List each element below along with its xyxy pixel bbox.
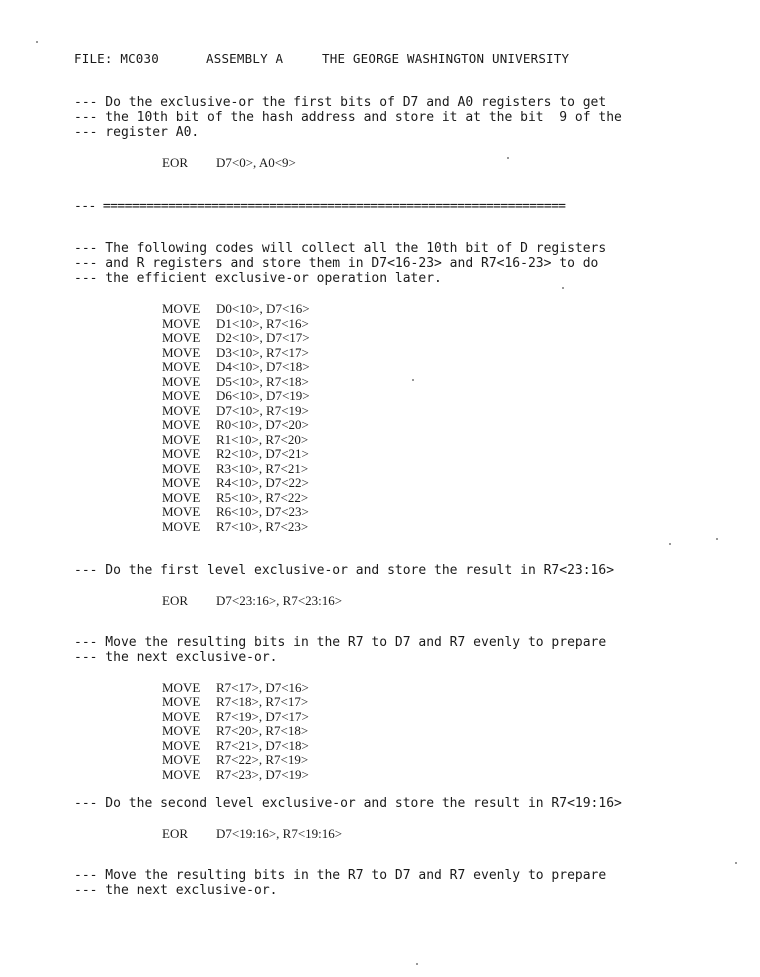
scan-speck	[412, 379, 414, 381]
opcode: MOVE	[162, 680, 201, 695]
opcode: MOVE	[162, 301, 201, 316]
scan-speck	[735, 862, 737, 864]
code-line	[162, 694, 308, 709]
operands: R7<20>, R7<18>	[216, 723, 309, 738]
code-line	[162, 301, 310, 316]
comment-line: --- The following codes will collect all the 10th bit of D registers	[74, 241, 607, 256]
section-label: ASSEMBLY A	[206, 51, 284, 66]
comment-line: --- and R registers and store them in D7<16-23> and R7<16-23> to do	[74, 256, 599, 271]
code-line	[162, 345, 309, 360]
operands: D7<0>, A0<9>	[216, 155, 296, 170]
operands: R5<10>, R7<22>	[216, 490, 309, 505]
operands: R0<10>, D7<20>	[216, 417, 309, 432]
comment-line: --- the next exclusive-or.	[74, 650, 278, 665]
code-line	[162, 446, 309, 461]
code-line	[162, 330, 310, 345]
scan-speck	[669, 543, 671, 545]
operands: D4<10>, D7<18>	[216, 359, 310, 374]
code-line	[162, 519, 308, 534]
operands: R3<10>, R7<21>	[216, 461, 309, 476]
comment-line: --- Do the first level exclusive-or and store the result in R7<23:16>	[74, 563, 615, 578]
operands: D7<23:16>, R7<23:16>	[216, 593, 343, 608]
opcode: MOVE	[162, 446, 201, 461]
operands: R7<10>, R7<23>	[216, 519, 309, 534]
opcode: MOVE	[162, 403, 201, 418]
scan-speck	[562, 287, 564, 289]
scan-speck	[416, 963, 418, 965]
operands: R7<19>, D7<17>	[216, 709, 309, 724]
operands: R4<10>, D7<22>	[216, 475, 309, 490]
university-label: THE GEORGE WASHINGTON UNIVERSITY	[322, 51, 570, 66]
operands: D7<19:16>, R7<19:16>	[216, 826, 343, 841]
code-line	[162, 738, 309, 753]
comment-line: --- Do the exclusive-or the first bits of D7 and A0 registers to get	[74, 95, 607, 110]
opcode: MOVE	[162, 330, 201, 345]
opcode: MOVE	[162, 461, 201, 476]
opcode: MOVE	[162, 767, 201, 782]
operands: D6<10>, D7<19>	[216, 388, 310, 403]
opcode: MOVE	[162, 738, 201, 753]
code-line	[162, 388, 310, 403]
operands: D2<10>, D7<17>	[216, 330, 310, 345]
operands: R7<23>, D7<19>	[216, 767, 309, 782]
code-line	[162, 709, 309, 724]
opcode: MOVE	[162, 694, 201, 709]
code-line	[162, 752, 308, 767]
opcode: MOVE	[162, 490, 201, 505]
opcode: MOVE	[162, 519, 201, 534]
opcode: MOVE	[162, 709, 201, 724]
opcode: MOVE	[162, 723, 201, 738]
separator-line: --- ================================================================	[74, 199, 566, 214]
code-line	[162, 461, 308, 476]
operands: R6<10>, D7<23>	[216, 504, 309, 519]
opcode: MOVE	[162, 417, 201, 432]
comment-line: --- Move the resulting bits in the R7 to D7 and R7 evenly to prepare	[74, 635, 607, 650]
code-line	[162, 680, 309, 695]
opcode: EOR	[162, 593, 188, 608]
comment-line: --- the efficient exclusive-or operation later.	[74, 271, 442, 286]
code-line	[162, 504, 309, 519]
operands: D3<10>, R7<17>	[216, 345, 309, 360]
code-line	[162, 403, 309, 418]
code-line	[162, 374, 309, 389]
page-header	[74, 51, 569, 66]
operands: D1<10>, R7<16>	[216, 316, 309, 331]
scan-speck	[716, 538, 718, 540]
code-line	[162, 593, 342, 608]
comment-line: --- register A0.	[74, 125, 200, 140]
opcode: EOR	[162, 826, 188, 841]
opcode: MOVE	[162, 374, 201, 389]
code-line	[162, 155, 296, 170]
operands: D7<10>, R7<19>	[216, 403, 309, 418]
code-line	[162, 359, 310, 374]
operands: R7<22>, R7<19>	[216, 752, 309, 767]
comment-line: --- the next exclusive-or.	[74, 883, 278, 898]
operands: R1<10>, R7<20>	[216, 432, 309, 447]
opcode: MOVE	[162, 475, 201, 490]
scan-speck	[36, 41, 38, 43]
opcode: MOVE	[162, 504, 201, 519]
comment-line: --- Do the second level exclusive-or and store the result in R7<19:16>	[74, 796, 622, 811]
code-line	[162, 316, 309, 331]
opcode: MOVE	[162, 359, 201, 374]
code-line	[162, 475, 309, 490]
code-line	[162, 417, 309, 432]
code-line	[162, 490, 308, 505]
opcode: MOVE	[162, 388, 201, 403]
opcode: EOR	[162, 155, 188, 170]
opcode: MOVE	[162, 432, 201, 447]
comment-line: --- Move the resulting bits in the R7 to D7 and R7 evenly to prepare	[74, 868, 607, 883]
opcode: MOVE	[162, 316, 201, 331]
file-label: FILE: MC030	[74, 51, 159, 66]
opcode: MOVE	[162, 345, 201, 360]
code-line	[162, 826, 342, 841]
operands: R2<10>, D7<21>	[216, 446, 309, 461]
scan-speck	[507, 157, 509, 159]
code-line	[162, 723, 308, 738]
operands: R7<18>, R7<17>	[216, 694, 309, 709]
opcode: MOVE	[162, 752, 201, 767]
code-line	[162, 432, 308, 447]
operands: D0<10>, D7<16>	[216, 301, 310, 316]
comment-line: --- the 10th bit of the hash address and store it at the bit 9 of the	[74, 110, 622, 125]
operands: R7<21>, D7<18>	[216, 738, 309, 753]
code-line	[162, 767, 309, 782]
operands: R7<17>, D7<16>	[216, 680, 309, 695]
operands: D5<10>, R7<18>	[216, 374, 309, 389]
